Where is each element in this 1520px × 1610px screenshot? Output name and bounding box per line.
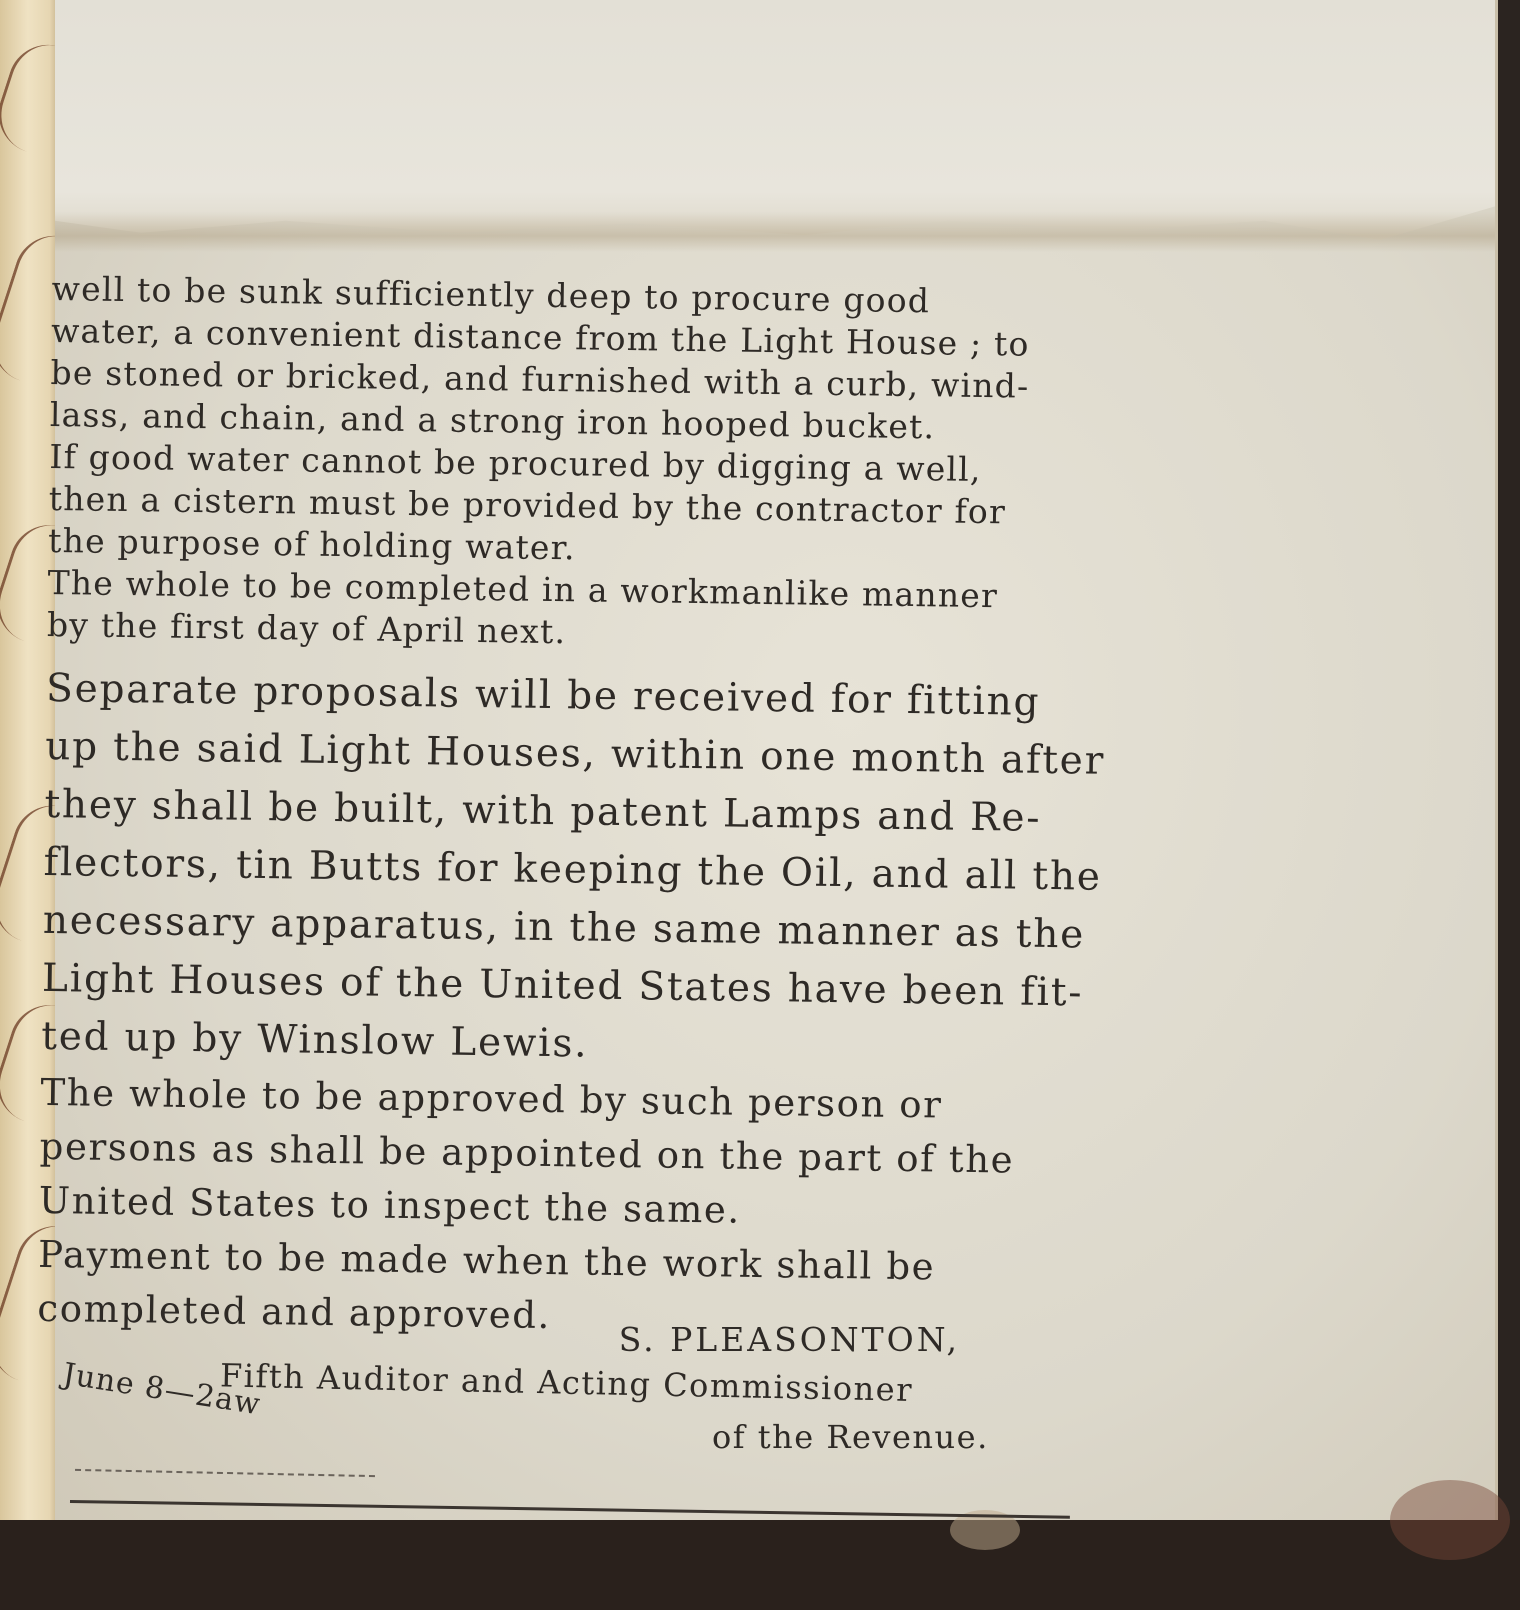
text-line: water, a convenient distance from the Light House ; to: [50, 310, 1030, 364]
background: [0, 1520, 1520, 1610]
text-line: be stoned or bricked, and furnished with a curb, wind-: [50, 352, 1030, 406]
text-line: ted up by Winslow Lewis.: [40, 1013, 589, 1067]
signature-name: S. PLEASONTON,: [618, 1320, 960, 1359]
paragraph-well: [50, 268, 1082, 450]
signature-title: Fifth Auditor and Acting Commissioner: [219, 1356, 914, 1409]
text-line: up the said Light Houses, within one month after: [45, 723, 1106, 784]
paragraph-approval: [39, 1066, 1071, 1242]
text-line: flectors, tin Butts for keeping the Oil, and all the: [43, 839, 1102, 900]
text-line: necessary apparatus, in the same manner as the: [42, 897, 1086, 958]
folded-page-flap: [55, 0, 1495, 240]
text-line: lass, and chain, and a strong iron hooped bucket.: [49, 394, 936, 447]
text-column: [37, 268, 1106, 1350]
text-line: persons as shall be appointed on the part of the: [39, 1124, 1015, 1182]
text-line: well to be sunk sufficiently deep to procure good: [51, 268, 931, 321]
text-line: by the first day of April next.: [46, 604, 567, 652]
text-line: The whole to be approved by such person or: [40, 1070, 943, 1127]
text-line: Payment to be made when the work shall be: [37, 1232, 936, 1289]
signature-block: [180, 1318, 1080, 1409]
text-line: United States to inspect the same.: [38, 1178, 742, 1232]
page-stain: [1390, 1480, 1510, 1560]
text-line: then a cistern must be provided by the contractor for: [48, 478, 1007, 532]
text-line: If good water cannot be procured by digging a well,: [49, 436, 982, 489]
text-line: Light Houses of the United States have been fit-: [41, 955, 1084, 1016]
text-line: Separate proposals will be received for fitting: [45, 665, 1041, 725]
flap-edge-shadow: [55, 212, 1495, 252]
text-line: The whole to be completed in a workmanlike manner: [47, 562, 999, 616]
paragraph-cistern: [48, 436, 1080, 576]
paragraph-proposals: [40, 660, 1106, 1080]
signature-title-continued: of the Revenue.: [712, 1418, 989, 1456]
text-line: completed and approved.: [37, 1286, 552, 1338]
text-line: they shall be built, with patent Lamps and Re-: [44, 781, 1042, 841]
text-line: the purpose of holding water.: [47, 520, 576, 568]
date-line: June 8—2aw: [60, 1356, 264, 1423]
paragraph-completion: [47, 562, 1078, 660]
